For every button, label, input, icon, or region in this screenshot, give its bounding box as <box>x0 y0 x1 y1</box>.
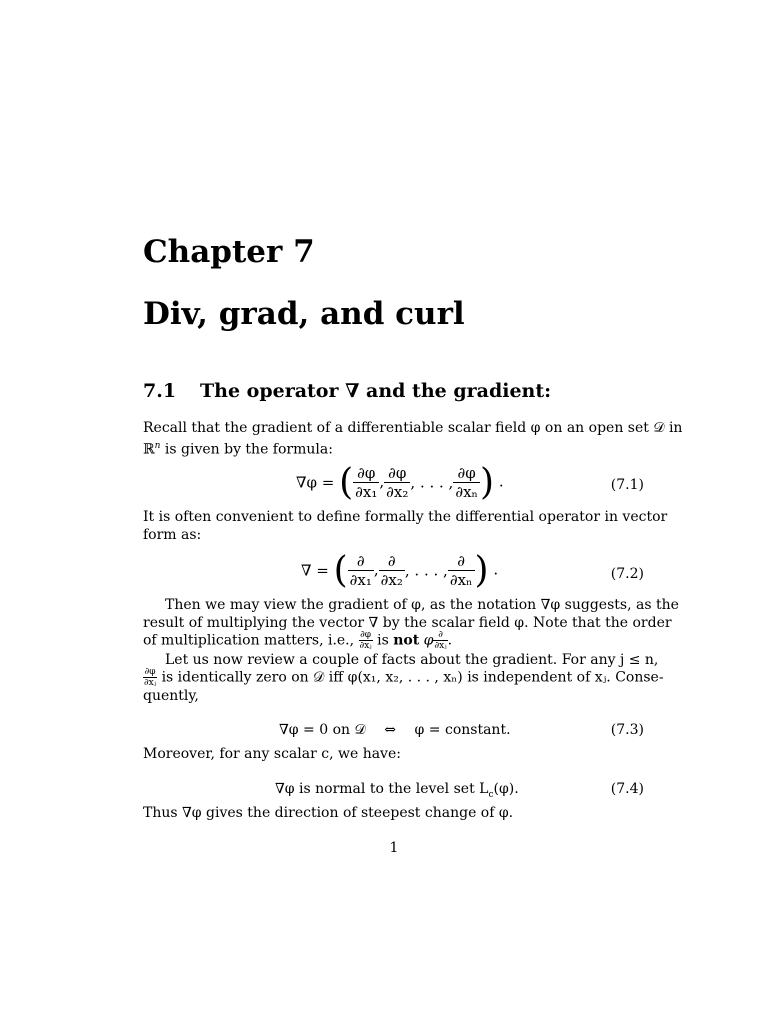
paragraph-2-line-1: It is often convenient to define formally the differential operator in vector <box>143 509 668 525</box>
equation-7-3: ∇φ = 0 on 𝒟 ⇔ φ = constant. <box>279 722 511 738</box>
section-title: The operator ∇ and the gradient: <box>200 380 552 402</box>
equation-number-7-2: (7.2) <box>610 566 644 582</box>
paragraph-4-line-3: quently, <box>143 688 199 704</box>
paragraph-6: Thus ∇φ gives the direction of steepest change of φ. <box>143 805 514 821</box>
equation-number-7-3: (7.3) <box>610 722 644 738</box>
paragraph-3-line-2: result of multiplying the vector ∇ by the scalar field φ. Note that the order <box>143 615 672 631</box>
paragraph-2-line-2: form as: <box>143 527 202 543</box>
paragraph-1-line-2: ℝ$^n$ is given by the formula: <box>143 441 333 458</box>
chapter-label: Chapter 7 <box>143 234 315 270</box>
equation-7-4: ∇φ is normal to the level set $L_c(\varphi)$. <box>275 781 519 800</box>
page-number: 1 <box>389 840 399 856</box>
paragraph-3-line-3: of multiplication matters, i.e., $\frac{\partial\varphi}{\text{∂xⱼ}}$ is not φ ∂ ∂xⱼ . <box>143 630 453 651</box>
inline-fraction-dphi-dxj-2: $\frac{\partial\varphi}{\text{∂xⱼ}}$ <box>144 667 157 688</box>
inline-fraction-d-dxj: ∂ ∂xⱼ <box>434 630 447 651</box>
section-number: 7.1 <box>143 380 177 402</box>
paragraph-3-line-1: Then we may view the gradient of φ, as the notation ∇φ suggests, as the <box>165 597 679 613</box>
paragraph-4-line-1: Let us now review a couple of facts about the gradient. For any j ≤ n, <box>165 652 659 668</box>
equation-7-1: ∇φ = ( $\frac{\partial\varphi}{\text{∂x₁}}$ , $\frac{\partial\varphi}{\text{∂x₂}}$ , . . . , $\frac{\partial\varphi}{\text{∂xₙ}}$ ) . <box>296 462 504 503</box>
equation-number-7-4: (7.4) <box>610 781 644 797</box>
paragraph-5: Moreover, for any scalar c, we have: <box>143 746 401 762</box>
paragraph-4-line-2: $\frac{\partial\varphi}{\text{∂xⱼ}}$ is identically zero on 𝒟 iff φ(x₁, x₂, . . . , xₙ) is independent of xⱼ. Conse- <box>144 667 664 688</box>
chapter-title: Div, grad, and curl <box>143 296 465 332</box>
inline-fraction-dphi-dxj: $\frac{\partial\varphi}{\text{∂xⱼ}}$ <box>359 630 372 651</box>
paragraph-1-line-1: Recall that the gradient of a differentiable scalar field φ on an open set 𝒟 in <box>143 420 683 436</box>
equation-number-7-1: (7.1) <box>610 477 644 493</box>
equation-7-2: ∇ = ( $\frac{\partial}{\text{∂x₁}}$ , $\frac{\partial}{\text{∂x₂}}$ , . . . , $\frac{\partial}{\text{∂xₙ}}$ ) . <box>301 550 499 591</box>
